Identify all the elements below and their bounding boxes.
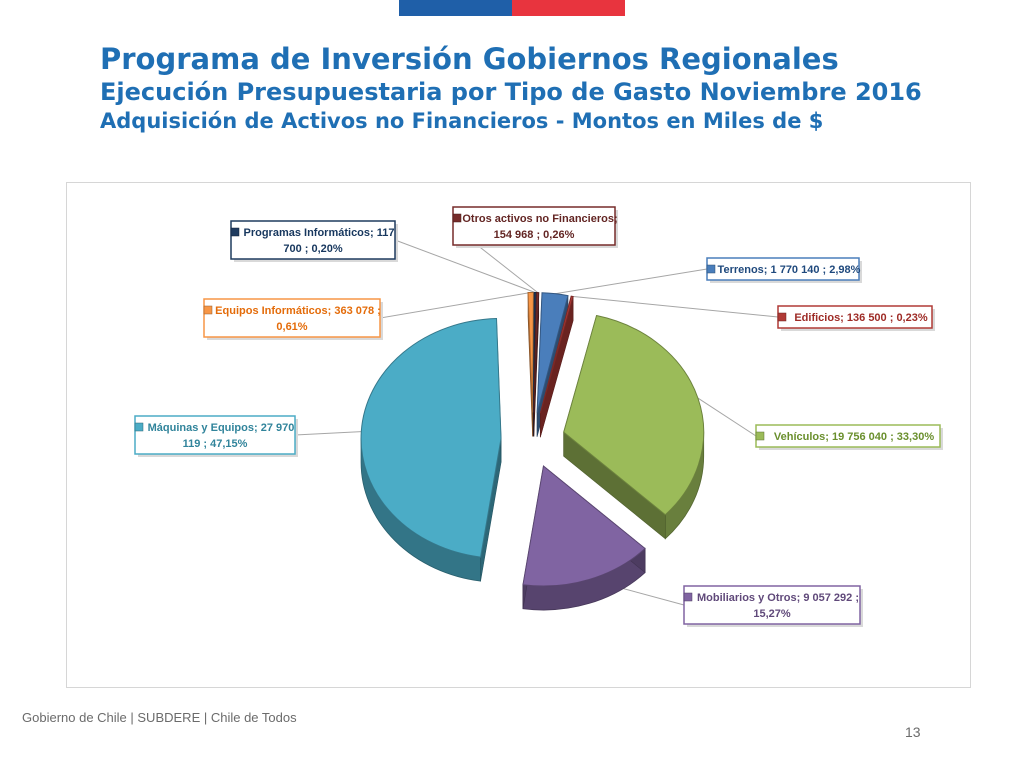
data-label: [135, 416, 298, 457]
leader-line: [555, 269, 707, 294]
flag-stripe-red: [512, 0, 625, 16]
legend-key: [778, 313, 786, 321]
data-label: [204, 299, 383, 340]
data-label-text: 119 ; 47,15%: [182, 438, 248, 450]
legend-key: [684, 593, 692, 601]
data-label: [756, 425, 943, 450]
data-label: [778, 306, 935, 331]
legend-key: [204, 306, 212, 314]
data-label-text: Programas Informáticos; 117: [243, 227, 395, 239]
data-label-text: Equipos Informáticos; 363 078 ;: [215, 305, 381, 317]
data-label: [231, 221, 398, 262]
data-label-text: Edificios; 136 500 ; 0,23%: [794, 312, 928, 324]
data-label-text: 154 968 ; 0,26%: [493, 229, 575, 241]
leader-line: [572, 296, 778, 317]
data-label-text: 0,61%: [276, 321, 308, 333]
data-label: [684, 586, 863, 627]
pie-slice-veh-culos: [564, 316, 704, 515]
leader-line: [380, 293, 531, 319]
page-title: Programa de Inversión Gobiernos Regionales: [100, 42, 839, 76]
flag-stripe-blue: [399, 0, 512, 16]
data-label-text: 15,27%: [753, 608, 791, 620]
footer-text: Gobierno de Chile | SUBDERE | Chile de Todos: [22, 710, 297, 725]
data-label-text: Vehículos; 19 756 040 ; 33,30%: [773, 431, 935, 443]
data-label-text: Terrenos; 1 770 140 ; 2,98%: [717, 264, 861, 276]
pie-chart: [67, 183, 972, 689]
page-subtitle: Ejecución Presupuestaria por Tipo de Gasto Noviembre 2016: [100, 78, 922, 106]
legend-key: [756, 432, 764, 440]
page-subtitle-secondary: Adquisición de Activos no Financieros - Montos en Miles de $: [100, 109, 824, 133]
legend-key: [453, 214, 461, 222]
legend-key: [707, 265, 715, 273]
legend-key: [231, 228, 239, 236]
data-label-text: Máquinas y Equipos; 27 970: [147, 422, 295, 434]
data-label-text: Mobiliarios y Otros; 9 057 292 ;: [696, 592, 860, 604]
data-label: [453, 207, 618, 248]
leader-line: [295, 432, 361, 435]
data-label-text: 700 ; 0,20%: [283, 243, 343, 255]
legend-key: [135, 423, 143, 431]
data-label-text: Otros activos no Financieros;: [462, 213, 618, 225]
chart-area: [66, 182, 971, 688]
page-number: 13: [905, 724, 921, 740]
leader-line: [698, 398, 756, 436]
data-label: [707, 258, 862, 283]
